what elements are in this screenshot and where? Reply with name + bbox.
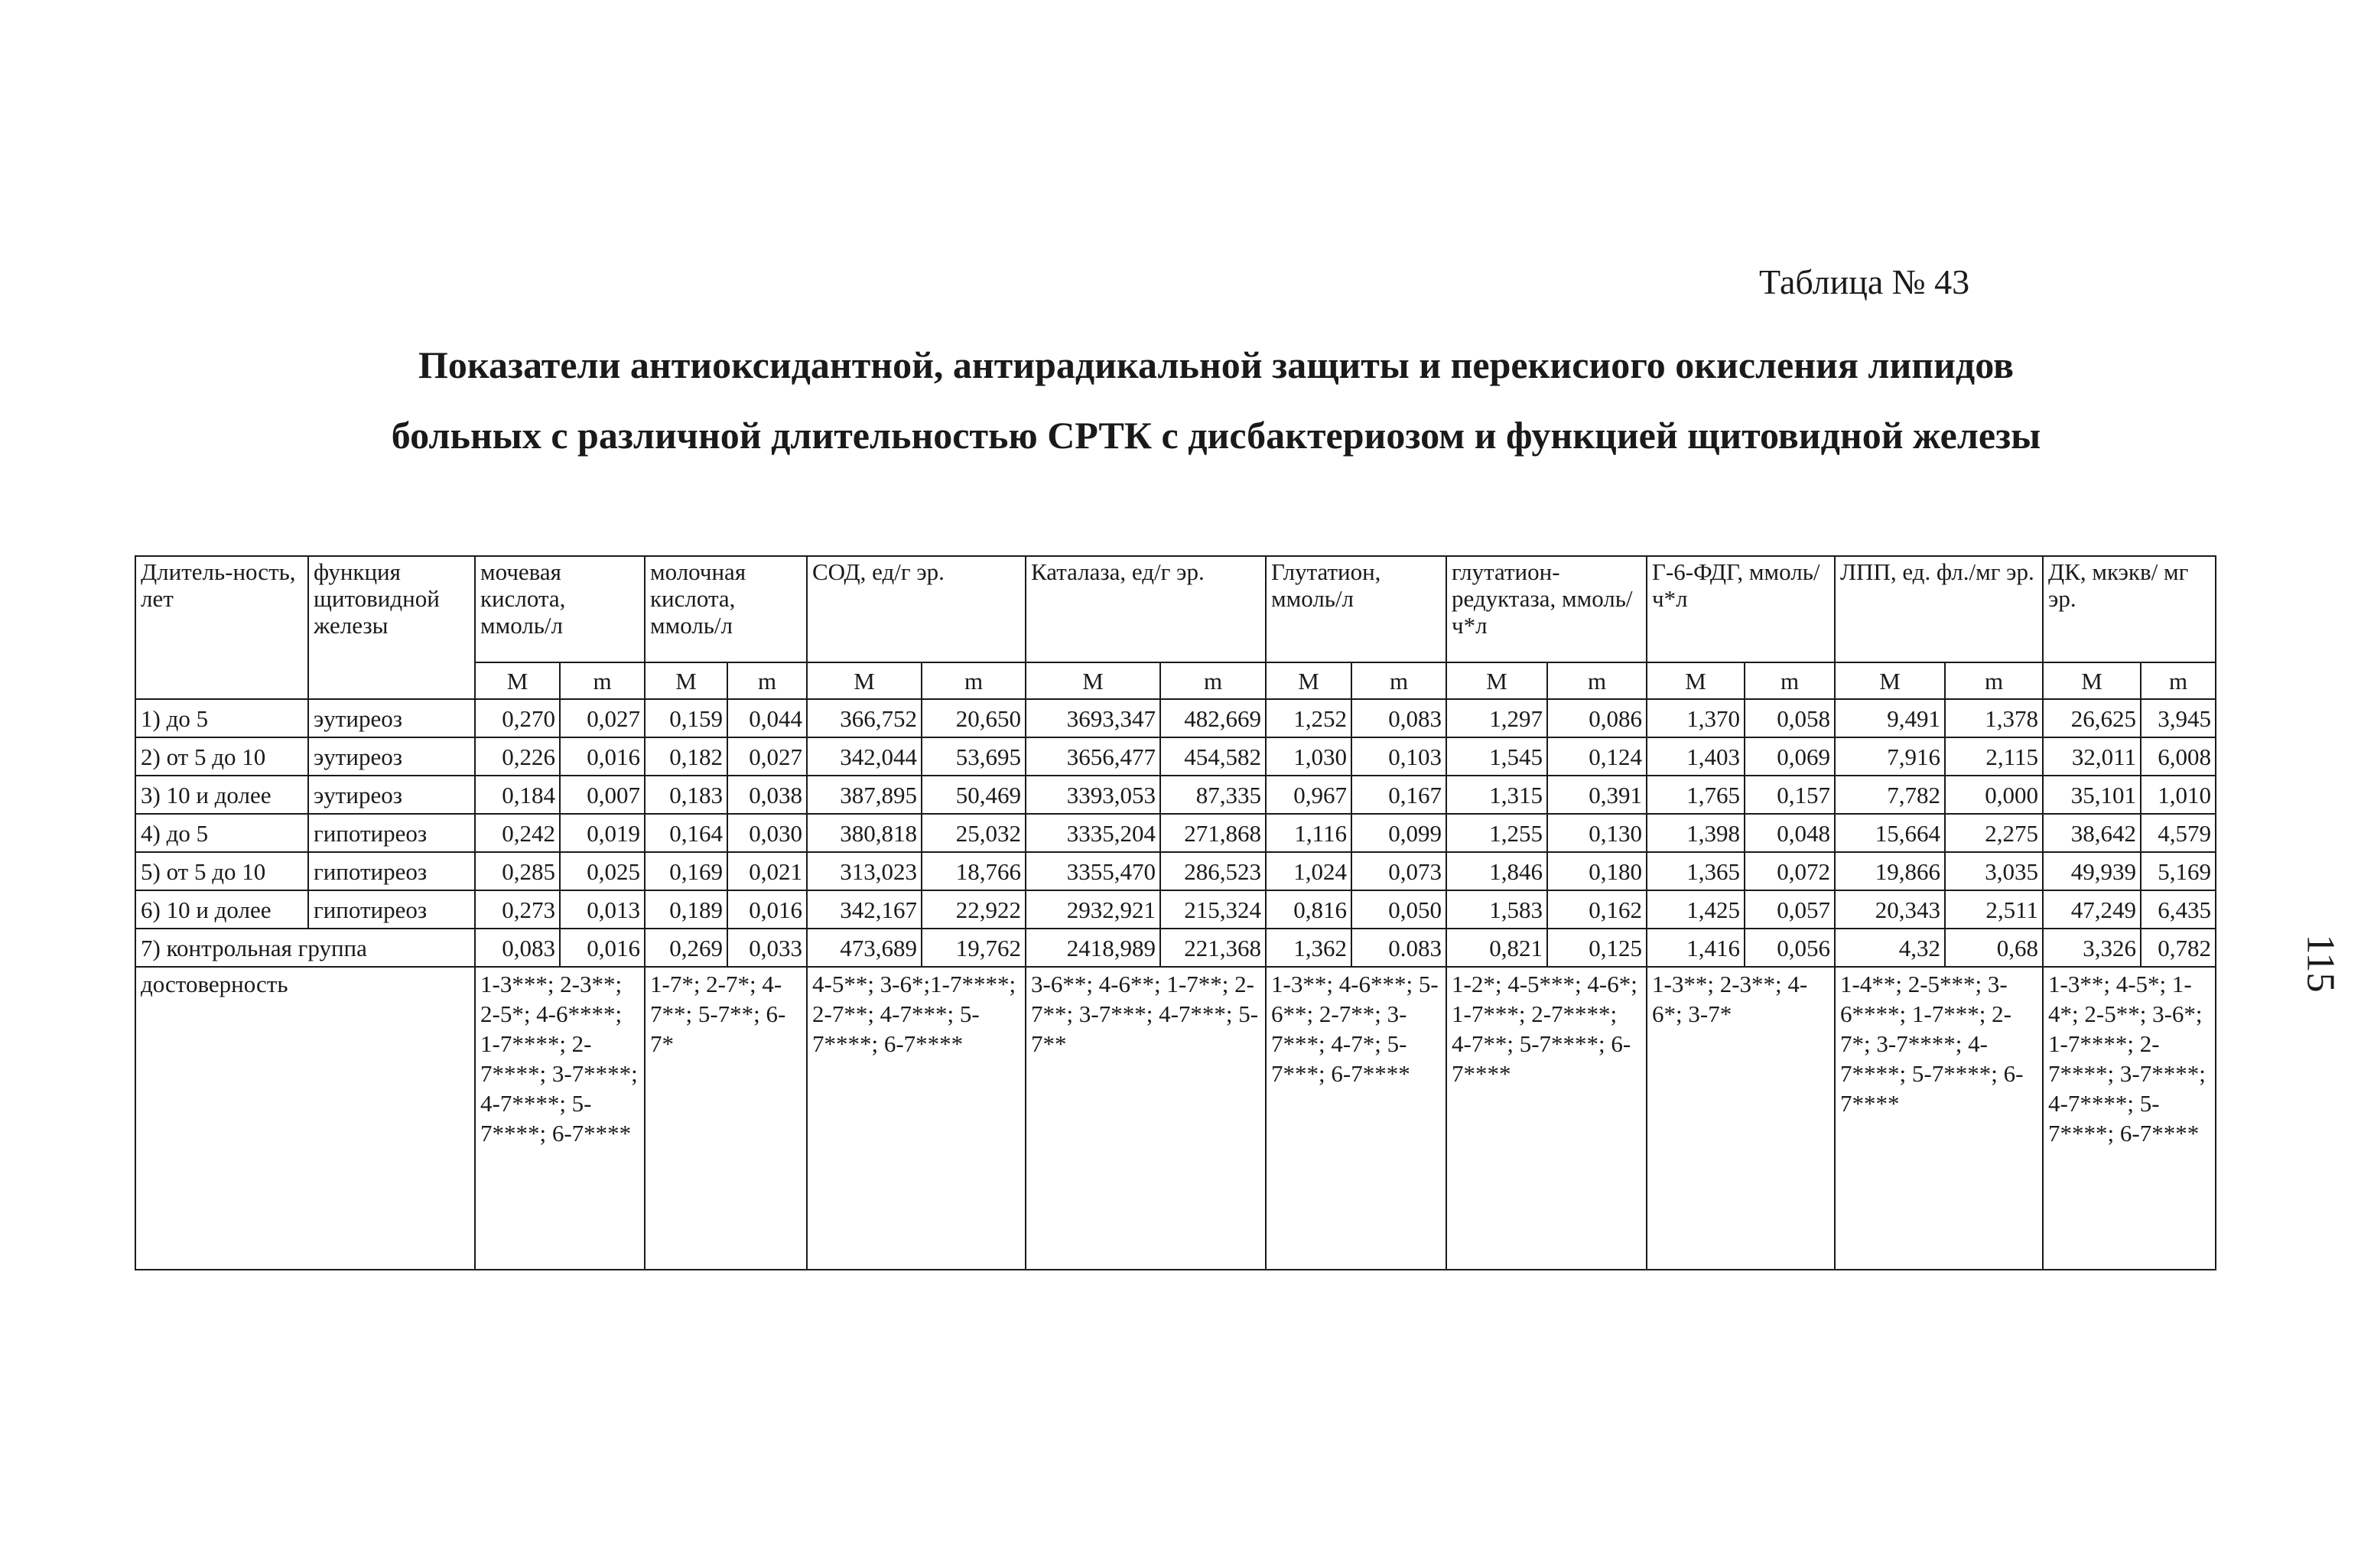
value-cell: 19,762 bbox=[922, 929, 1026, 967]
value-cell: 0,016 bbox=[727, 890, 807, 929]
value-cell: 0,103 bbox=[1351, 737, 1446, 776]
value-cell: 0,007 bbox=[560, 776, 645, 814]
table-row bbox=[135, 890, 2216, 929]
significance-cell: 1-3**; 4-5*; 1-4*; 2-5**; 3-6*; 1-7****; 2-7****; 3-7****; 4-7****; 5-7****; 6-7**** bbox=[2043, 967, 2216, 1270]
table-row bbox=[135, 737, 2216, 776]
header-indicator: ДК, мкэкв/ мг эр. bbox=[2043, 556, 2216, 662]
value-cell: 0,072 bbox=[1745, 852, 1835, 890]
value-cell: 387,895 bbox=[807, 776, 922, 814]
value-cell: 380,818 bbox=[807, 814, 922, 852]
value-cell: 0,821 bbox=[1446, 929, 1547, 967]
value-cell: 0,273 bbox=[475, 890, 560, 929]
value-cell: 9,491 bbox=[1835, 699, 1945, 737]
value-cell: 0,016 bbox=[560, 929, 645, 967]
table-title-line-1: Показатели антиоксидантной, антирадикальной защиты и перекисиого окисления липидов bbox=[418, 343, 2014, 386]
value-cell: 0,083 bbox=[475, 929, 560, 967]
significance-cell: 1-7*; 2-7*; 4-7**; 5-7**; 6-7* bbox=[645, 967, 807, 1270]
value-cell: 0,069 bbox=[1745, 737, 1835, 776]
table-row bbox=[135, 699, 2216, 737]
value-cell: 15,664 bbox=[1835, 814, 1945, 852]
value-cell: 0,182 bbox=[645, 737, 727, 776]
value-cell: 366,752 bbox=[807, 699, 922, 737]
group-cell: 5) от 5 до 10 bbox=[135, 852, 308, 890]
value-cell: 286,523 bbox=[1160, 852, 1266, 890]
function-cell: эутиреоз bbox=[308, 699, 475, 737]
value-cell: 0,016 bbox=[560, 737, 645, 776]
control-row bbox=[135, 929, 2216, 967]
value-cell: 5,169 bbox=[2141, 852, 2216, 890]
table-row bbox=[135, 852, 2216, 890]
subheader-mean: M bbox=[1835, 662, 1945, 699]
value-cell: 0,164 bbox=[645, 814, 727, 852]
value-cell: 0,162 bbox=[1547, 890, 1647, 929]
value-cell: 271,868 bbox=[1160, 814, 1266, 852]
subheader-error: m bbox=[1160, 662, 1266, 699]
data-table-body bbox=[135, 556, 2216, 1270]
value-cell: 0,033 bbox=[727, 929, 807, 967]
value-cell: 2,511 bbox=[1945, 890, 2043, 929]
value-cell: 0,000 bbox=[1945, 776, 2043, 814]
value-cell: 1,416 bbox=[1647, 929, 1745, 967]
subheader-error: m bbox=[1547, 662, 1647, 699]
value-cell: 0,013 bbox=[560, 890, 645, 929]
table-title-line-2: больных с различной длительностью СРТК с дисбактериозом и функцией щитовидной железы bbox=[391, 414, 2041, 457]
header-thyroid-function: функция щитовидной железы bbox=[308, 556, 475, 699]
value-cell: 50,469 bbox=[922, 776, 1026, 814]
value-cell: 47,249 bbox=[2043, 890, 2141, 929]
value-cell: 1,583 bbox=[1446, 890, 1547, 929]
subheader-mean: M bbox=[1026, 662, 1160, 699]
value-cell: 4,579 bbox=[2141, 814, 2216, 852]
significance-label: достоверность bbox=[135, 967, 475, 1270]
value-cell: 0,157 bbox=[1745, 776, 1835, 814]
value-cell: 0,021 bbox=[727, 852, 807, 890]
value-cell: 1,255 bbox=[1446, 814, 1547, 852]
subheader-mean: M bbox=[475, 662, 560, 699]
value-cell: 0,056 bbox=[1745, 929, 1835, 967]
value-cell: 0,086 bbox=[1547, 699, 1647, 737]
value-cell: 0,048 bbox=[1745, 814, 1835, 852]
significance-cell: 1-4**; 2-5***; 3-6****; 1-7***; 2-7*; 3-7****; 4-7****; 5-7****; 6-7**** bbox=[1835, 967, 2043, 1270]
data-table bbox=[135, 555, 2216, 1270]
value-cell: 0,269 bbox=[645, 929, 727, 967]
value-cell: 0,030 bbox=[727, 814, 807, 852]
value-cell: 3,326 bbox=[2043, 929, 2141, 967]
value-cell: 1,765 bbox=[1647, 776, 1745, 814]
function-cell: гипотиреоз bbox=[308, 852, 475, 890]
significance-cell: 1-2*; 4-5***; 4-6*; 1-7***; 2-7****; 4-7**; 5-7****; 6-7**** bbox=[1446, 967, 1647, 1270]
value-cell: 1,370 bbox=[1647, 699, 1745, 737]
value-cell: 1,846 bbox=[1446, 852, 1547, 890]
header-indicator: ЛПП, ед. фл./мг эр. bbox=[1835, 556, 2043, 662]
value-cell: 18,766 bbox=[922, 852, 1026, 890]
value-cell: 1,365 bbox=[1647, 852, 1745, 890]
value-cell: 2932,921 bbox=[1026, 890, 1160, 929]
value-cell: 3693,347 bbox=[1026, 699, 1160, 737]
control-group-cell: 7) контрольная группа bbox=[135, 929, 475, 967]
value-cell: 342,167 bbox=[807, 890, 922, 929]
value-cell: 49,939 bbox=[2043, 852, 2141, 890]
table-number-label: Таблица № 43 bbox=[1759, 262, 1970, 301]
value-cell: 454,582 bbox=[1160, 737, 1266, 776]
value-cell: 3355,470 bbox=[1026, 852, 1160, 890]
value-cell: 0,183 bbox=[645, 776, 727, 814]
header-indicator: Каталаза, ед/г эр. bbox=[1026, 556, 1266, 662]
significance-cell: 4-5**; 3-6*;1-7****; 2-7**; 4-7***; 5-7****; 6-7**** bbox=[807, 967, 1026, 1270]
subheader-mean: M bbox=[1266, 662, 1351, 699]
value-cell: 0,125 bbox=[1547, 929, 1647, 967]
group-cell: 4) до 5 bbox=[135, 814, 308, 852]
function-cell: гипотиреоз bbox=[308, 814, 475, 852]
value-cell: 3,035 bbox=[1945, 852, 2043, 890]
header-indicator: СОД, ед/г эр. bbox=[807, 556, 1026, 662]
value-cell: 0,058 bbox=[1745, 699, 1835, 737]
group-cell: 6) 10 и долее bbox=[135, 890, 308, 929]
value-cell: 26,625 bbox=[2043, 699, 2141, 737]
significance-cell: 1-3**; 4-6***; 5-6**; 2-7**; 3-7***; 4-7*; 5-7***; 6-7**** bbox=[1266, 967, 1446, 1270]
subheader-mean: M bbox=[1647, 662, 1745, 699]
value-cell: 0,169 bbox=[645, 852, 727, 890]
value-cell: 1,398 bbox=[1647, 814, 1745, 852]
value-cell: 0,027 bbox=[560, 699, 645, 737]
value-cell: 1,116 bbox=[1266, 814, 1351, 852]
value-cell: 313,023 bbox=[807, 852, 922, 890]
value-cell: 1,425 bbox=[1647, 890, 1745, 929]
value-cell: 221,368 bbox=[1160, 929, 1266, 967]
value-cell: 0,027 bbox=[727, 737, 807, 776]
value-cell: 0,044 bbox=[727, 699, 807, 737]
value-cell: 0,159 bbox=[645, 699, 727, 737]
value-cell: 1,297 bbox=[1446, 699, 1547, 737]
group-cell: 1) до 5 bbox=[135, 699, 308, 737]
value-cell: 2,275 bbox=[1945, 814, 2043, 852]
value-cell: 2,115 bbox=[1945, 737, 2043, 776]
subheader-error: m bbox=[727, 662, 807, 699]
value-cell: 0,782 bbox=[2141, 929, 2216, 967]
value-cell: 1,378 bbox=[1945, 699, 2043, 737]
value-cell: 35,101 bbox=[2043, 776, 2141, 814]
subheader-error: m bbox=[1745, 662, 1835, 699]
subheader-mean: M bbox=[1446, 662, 1547, 699]
value-cell: 0,242 bbox=[475, 814, 560, 852]
value-cell: 32,011 bbox=[2043, 737, 2141, 776]
header-duration: Длитель-ность, лет bbox=[135, 556, 308, 699]
header-indicator: молочная кислота, ммоль/л bbox=[645, 556, 807, 662]
header-indicator: мочевая кислота, ммоль/л bbox=[475, 556, 645, 662]
value-cell: 1,252 bbox=[1266, 699, 1351, 737]
value-cell: 20,343 bbox=[1835, 890, 1945, 929]
value-cell: 22,922 bbox=[922, 890, 1026, 929]
value-cell: 53,695 bbox=[922, 737, 1026, 776]
function-cell: эутиреоз bbox=[308, 737, 475, 776]
value-cell: 0,68 bbox=[1945, 929, 2043, 967]
value-cell: 0,050 bbox=[1351, 890, 1446, 929]
value-cell: 0,270 bbox=[475, 699, 560, 737]
header-indicator: Г-6-ФДГ, ммоль/ч*л bbox=[1647, 556, 1835, 662]
value-cell: 87,335 bbox=[1160, 776, 1266, 814]
value-cell: 0,167 bbox=[1351, 776, 1446, 814]
value-cell: 20,650 bbox=[922, 699, 1026, 737]
value-cell: 7,782 bbox=[1835, 776, 1945, 814]
value-cell: 1,030 bbox=[1266, 737, 1351, 776]
value-cell: 0,019 bbox=[560, 814, 645, 852]
table-row bbox=[135, 776, 2216, 814]
value-cell: 0,099 bbox=[1351, 814, 1446, 852]
subheader-mean: M bbox=[2043, 662, 2141, 699]
value-cell: 0,057 bbox=[1745, 890, 1835, 929]
group-cell: 3) 10 и долее bbox=[135, 776, 308, 814]
subheader-mean: M bbox=[645, 662, 727, 699]
subheader-error: m bbox=[560, 662, 645, 699]
value-cell: 3335,204 bbox=[1026, 814, 1160, 852]
value-cell: 215,324 bbox=[1160, 890, 1266, 929]
function-cell: эутиреоз bbox=[308, 776, 475, 814]
value-cell: 1,024 bbox=[1266, 852, 1351, 890]
header-indicator: Глутатион, ммоль/л bbox=[1266, 556, 1446, 662]
value-cell: 0,226 bbox=[475, 737, 560, 776]
subheader-mean: M bbox=[807, 662, 922, 699]
subheader-error: m bbox=[1351, 662, 1446, 699]
value-cell: 6,008 bbox=[2141, 737, 2216, 776]
value-cell: 0,180 bbox=[1547, 852, 1647, 890]
significance-cell: 1-3***; 2-3**; 2-5*; 4-6****; 1-7****; 2-7****; 3-7****; 4-7****; 5-7****; 6-7**** bbox=[475, 967, 645, 1270]
value-cell: 0,083 bbox=[1351, 699, 1446, 737]
value-cell: 0.083 bbox=[1351, 929, 1446, 967]
value-cell: 0,184 bbox=[475, 776, 560, 814]
header-row bbox=[135, 556, 2216, 662]
value-cell: 19,866 bbox=[1835, 852, 1945, 890]
header-indicator: глутатион-редуктаза, ммоль/ч*л bbox=[1446, 556, 1647, 662]
value-cell: 1,315 bbox=[1446, 776, 1547, 814]
function-cell: гипотиреоз bbox=[308, 890, 475, 929]
value-cell: 3656,477 bbox=[1026, 737, 1160, 776]
value-cell: 1,362 bbox=[1266, 929, 1351, 967]
significance-row bbox=[135, 967, 2216, 1270]
value-cell: 0,025 bbox=[560, 852, 645, 890]
value-cell: 0,189 bbox=[645, 890, 727, 929]
value-cell: 0,130 bbox=[1547, 814, 1647, 852]
value-cell: 1,010 bbox=[2141, 776, 2216, 814]
value-cell: 3,945 bbox=[2141, 699, 2216, 737]
subheader-error: m bbox=[1945, 662, 2043, 699]
value-cell: 0,124 bbox=[1547, 737, 1647, 776]
subheader-error: m bbox=[922, 662, 1026, 699]
table-row bbox=[135, 814, 2216, 852]
value-cell: 7,916 bbox=[1835, 737, 1945, 776]
subheader-error: m bbox=[2141, 662, 2216, 699]
value-cell: 0,073 bbox=[1351, 852, 1446, 890]
value-cell: 1,545 bbox=[1446, 737, 1547, 776]
page-number: 115 bbox=[2298, 934, 2343, 993]
value-cell: 0,285 bbox=[475, 852, 560, 890]
group-cell: 2) от 5 до 10 bbox=[135, 737, 308, 776]
value-cell: 342,044 bbox=[807, 737, 922, 776]
value-cell: 4,32 bbox=[1835, 929, 1945, 967]
value-cell: 6,435 bbox=[2141, 890, 2216, 929]
value-cell: 0,816 bbox=[1266, 890, 1351, 929]
value-cell: 482,669 bbox=[1160, 699, 1266, 737]
value-cell: 25,032 bbox=[922, 814, 1026, 852]
value-cell: 0,391 bbox=[1547, 776, 1647, 814]
value-cell: 0,038 bbox=[727, 776, 807, 814]
value-cell: 38,642 bbox=[2043, 814, 2141, 852]
value-cell: 2418,989 bbox=[1026, 929, 1160, 967]
value-cell: 0,967 bbox=[1266, 776, 1351, 814]
significance-cell: 1-3**; 2-3**; 4-6*; 3-7* bbox=[1647, 967, 1835, 1270]
value-cell: 473,689 bbox=[807, 929, 922, 967]
value-cell: 3393,053 bbox=[1026, 776, 1160, 814]
value-cell: 1,403 bbox=[1647, 737, 1745, 776]
significance-cell: 3-6**; 4-6**; 1-7**; 2-7**; 3-7***; 4-7***; 5-7** bbox=[1026, 967, 1266, 1270]
